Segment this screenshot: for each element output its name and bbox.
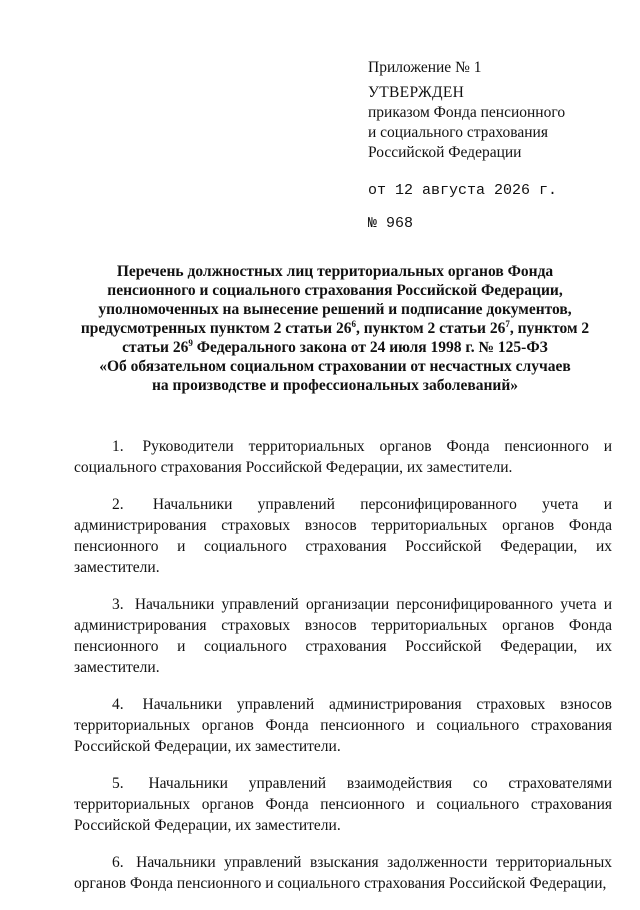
title-line-1: Перечень должностных лиц территориальных органов Фонда — [116, 263, 554, 280]
list-item-text: Руководители территориальных органов Фонда пенсионного и социального страхования Российской Федерации, их заместители. — [74, 438, 612, 476]
title-line-5-part-b: Федерального закона от 24 июля 1998 г. № 125-ФЗ — [192, 339, 548, 356]
title-line-5 — [70, 338, 600, 357]
order-number — [368, 214, 628, 234]
order-line-2: и социального страхования — [368, 124, 548, 141]
list-item-text: Начальники управлений администрирования страховых взносов территориальных органов Фонда пенсионного и социального страхования Российской Федерации, их заместители. — [74, 696, 612, 755]
order-line-1: приказом Фонда пенсионного — [368, 104, 566, 121]
list-item-number: 2. — [112, 496, 124, 513]
title-line-5-part-a: статьи 26 — [122, 339, 189, 356]
appendix-number: Приложение № 1 — [368, 59, 482, 76]
list-item-number: 3. — [112, 596, 124, 613]
list-item — [74, 494, 612, 578]
title-line-4-part-a: предусмотренных пунктом 2 статьи 26 — [80, 320, 352, 337]
title-line-6: «Об обязательном социальном страховании от несчастных случаев — [99, 358, 571, 375]
title-line-2: пенсионного и социального страхования Российской Федерации, — [107, 282, 563, 299]
title-superscript-9: 9 — [188, 338, 193, 348]
order-number-prefix: № — [368, 215, 378, 232]
list-item — [74, 436, 612, 478]
title-line-4-part-c: , пунктом 2 — [509, 320, 590, 337]
list-item — [74, 852, 612, 894]
list-item-text: Начальники управлений организации персонифицированного учета и администрирования страховых взносов территориальных органов Фонда пенсионного и социального страхования Российской Федерации, их заместители. — [74, 596, 612, 676]
title-superscript-6: 6 — [351, 319, 356, 329]
document-title — [70, 262, 600, 395]
title-line-4 — [70, 319, 600, 338]
list-item-number: 6. — [112, 854, 124, 871]
title-superscript-7: 7 — [505, 319, 510, 329]
order-number-value: 968 — [386, 215, 414, 232]
list-item-text: Начальники управлений взаимодействия со страхователями территориальных органов Фонда пенсионного и социального страхования Российской Федерации, их заместители. — [74, 775, 613, 834]
approved-heading: УТВЕРЖДЕН — [368, 84, 465, 101]
list-item — [74, 594, 612, 678]
title-line-4-part-b: , пунктом 2 статьи 26 — [355, 320, 506, 337]
list-item-number: 1. — [112, 438, 124, 455]
positions-list — [74, 436, 612, 910]
order-date-prefix: от — [368, 182, 387, 199]
approval-block — [368, 58, 628, 234]
title-line-3: уполномоченных на вынесение решений и подписание документов, — [98, 301, 572, 318]
list-item-number: 5. — [112, 775, 124, 792]
title-line-7: на производстве и профессиональных заболеваний» — [151, 377, 519, 394]
list-item-number: 4. — [112, 696, 124, 713]
list-item-text: Начальники управлений персонифицированного учета и администрирования страховых взносов территориальных органов Фонда пенсионного и социального страхования Российской Федерации, их заместители. — [74, 496, 612, 576]
order-date — [368, 181, 628, 201]
order-date-value: 12 августа 2026 г. — [395, 182, 558, 199]
order-line-3: Российской Федерации — [368, 144, 522, 161]
list-item — [74, 773, 612, 836]
list-item — [74, 694, 612, 757]
list-item-text: Начальники управлений взыскания задолженности территориальных органов Фонда пенсионного и социального страхования Российской Федерации, — [74, 854, 612, 892]
